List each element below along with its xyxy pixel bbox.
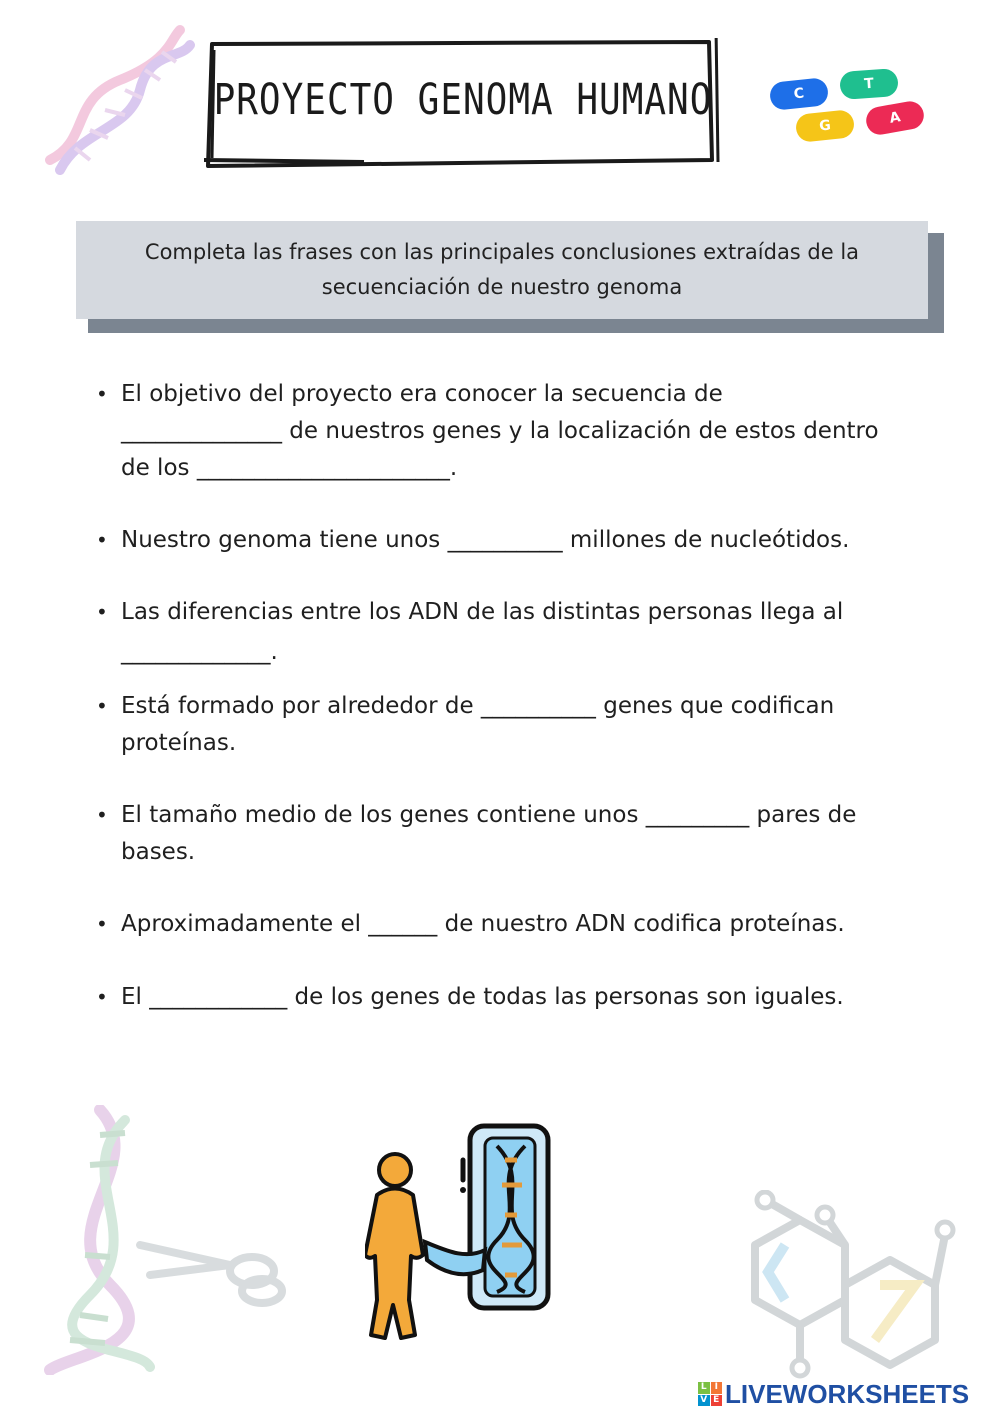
base-t-pill: T (839, 68, 899, 100)
list-item: • El tamaño medio de los genes contiene unos _________ pares de bases. (96, 797, 966, 871)
watermark-text: LIVEWORKSHEETS (725, 1378, 970, 1409)
base-g-pill: G (795, 109, 856, 143)
instruction-box (76, 221, 928, 319)
dna-scissors-icon (30, 1105, 290, 1375)
page-title: PROYECTO GENOMA HUMANO (213, 75, 713, 125)
title-frame (204, 38, 722, 170)
base-a-pill: A (864, 99, 926, 137)
dna-helix-top-icon (30, 20, 200, 180)
person-dna-icon (365, 1120, 560, 1350)
list-item: • Está formado por alrededor de __________ genes que codifican proteínas. (96, 688, 966, 762)
questions-list (96, 376, 966, 1016)
list-item: • Aproximadamente el ______ de nuestro ADN codifica proteínas. (96, 906, 966, 943)
nucleotide-bases (762, 66, 942, 156)
list-item: • Nuestro genoma tiene unos __________ millones de nucleótidos. (96, 522, 966, 559)
base-c-pill: C (769, 77, 830, 111)
molecule-icon (740, 1190, 970, 1380)
liveworksheets-watermark (698, 1377, 969, 1411)
list-item: • El objetivo del proyecto era conocer la secuencia de ______________ de nuestros genes y la localización de estos dentro de los ______________________. (96, 376, 966, 487)
liveworksheets-logo-icon: L I V E (698, 1382, 722, 1406)
instruction-text: Completa las frases con las principales conclusiones extraídas de la secuenciación de nuestro genoma (144, 240, 860, 299)
list-item: • Las diferencias entre los ADN de las distintas personas llega al _____________. (96, 594, 966, 671)
list-item: • El ____________ de los genes de todas las personas son iguales. (96, 979, 966, 1016)
